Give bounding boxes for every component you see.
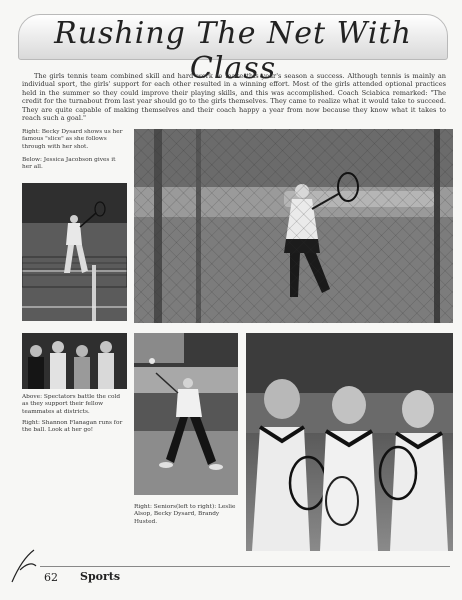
caption-spectators: Above: Spectators battle the cold as they support their fellow teammates at districts.	[22, 394, 121, 415]
photo-seniors	[246, 333, 453, 551]
seniors-graphic	[246, 333, 453, 551]
folio-rule	[40, 566, 450, 567]
caption-becky: Right: Becky Dysard shows us her famous "slice" as she follows through with her shot.	[22, 129, 123, 150]
photo-spectators	[22, 333, 127, 389]
caption-shannon: Right: Shannon Flanagan runs for the ball. Look at her go!	[22, 420, 123, 434]
running-graphic	[134, 333, 238, 495]
swash-ornament-icon	[8, 548, 38, 584]
photo-becky-slice	[134, 129, 453, 323]
spectators-graphic	[22, 333, 127, 389]
caption-jessica: Below: Jessica Jacobson gives it her all.	[22, 157, 116, 171]
caption-seniors: Right: Seniors(left to right): Leslie Alsop, Becky Dysard, Brandy Husted.	[134, 504, 236, 525]
court-graphic	[22, 183, 127, 321]
page-number: 62	[44, 571, 58, 584]
photo-shannon	[134, 333, 238, 495]
fence-graphic	[134, 129, 453, 323]
page-title: Rushing The Net With Class	[54, 16, 412, 86]
intro-paragraph: The girls tennis team combined skill and hard work to make this year's season a success. Although tennis is mainly an individual sport, the girls' support for each other resulted in a winning effort. Most of the girls attended optional practices held in the summer so they could improve their playing skills, and this was accomplished. Coach Sciabica remarked: "The credit for the turnabout from last year should go to the girls themselves. They came to realize what it would take to succeed. They are quite capable of making themselves and their coach happy a year from now because they know what it takes to reach such a goal."	[22, 72, 446, 123]
photo-jessica	[22, 183, 127, 321]
section-label: Sports	[80, 570, 121, 583]
